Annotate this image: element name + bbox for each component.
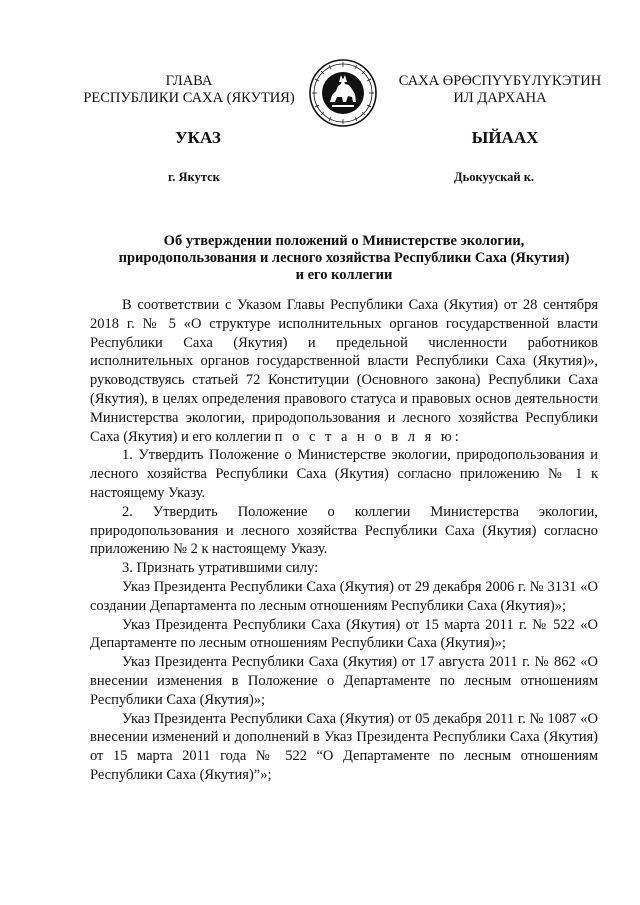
title-line: и его коллегии [295,267,393,283]
issuer-sah-line1: САХА ӨРӨСПҮҮБҮЛҮКЭТИН [398,73,602,89]
coat-of-arms-emblem [308,58,378,128]
repealed-act-1: Указ Президента Республики Саха (Якутия) от 29 декабря 2006 г. № 3131 «О создании Департамента по лесным отношениям Республики Саха (Якутия)»; [90,578,598,614]
document-kind-yakut: ЫЙААХ [471,128,539,147]
document-kind-russian: УКАЗ [175,128,221,147]
place-russian: г. Якутск [168,170,220,184]
issuer-ru-line1: ГЛАВА [165,73,213,89]
issuer-russian [78,73,300,107]
issuer-sah-line2: ИЛ ДАРХАНА [453,90,547,106]
repealed-act-3: Указ Президента Республики Саха (Якутия) от 17 августа 2011 г. № 862 «О внесении изменения в Положение о Департаменте по лесным отношениям Республики Саха (Якутия)»; [90,654,598,708]
clause-2: 2. Утвердить Положение о коллегии Министерства экологии, природопользования и лесного хозяйства Республики Саха (Якутия) согласно приложению № 2 к настоящему Указу. [90,503,598,558]
place-yakut: Дьокуускай к. [454,170,535,184]
title-line: природопользования и лесного хозяйства Республики Саха (Якутия) [118,250,570,266]
decree-keyword: п о с т а н о в л я ю: [274,428,462,445]
clause-3: 3. Признать утратившими силу: [122,560,319,577]
preamble-paragraph [90,296,598,446]
document-body [90,296,598,785]
preamble-text: В соответствии с Указом Главы Республики Саха (Якутия) от 28 сентября 2018 г. № 5 «О структуре исполнительных органов государственной власти Республики Саха (Якутия) и предельной численности работников исполнительных органов государственной власти Республики Саха (Якутия)», руководствуясь статьей 72 Конституции (Основного закона) Республики Саха (Якутия), в целях определения правового статуса и правовых основ деятельности Министерства экологии, природопользования и лесного хозяйства Республики Саха (Якутия) и его коллегии [90,297,598,445]
title-line: Об утверждении положений о Министерстве экологии, [163,233,525,249]
issuer-ru-line2: РЕСПУБЛИКИ САХА (ЯКУТИЯ) [83,90,295,106]
issuer-yakut [385,73,615,107]
document-title [90,233,598,284]
clause-1: 1. Утвердить Положение о Министерстве экологии, природопользования и лесного хозяйства Республики Саха (Якутия) согласно приложению № 1 к настоящему Указу. [90,447,598,501]
repealed-act-2: Указ Президента Республики Саха (Якутия) от 15 марта 2011 г. № 522 «О Департаменте по лесным отношениям Республики Саха (Якутия)»; [90,616,598,652]
repealed-act-4: Указ Президента Республики Саха (Якутия) от 05 декабря 2011 г. № 1087 «О внесении изменений и дополнений в Указ Президента Республики Саха (Якутия) от 15 марта 2011 года № 522 “О Департаменте по лесным отношениям Республики Саха (Якутия)”»; [90,710,598,783]
